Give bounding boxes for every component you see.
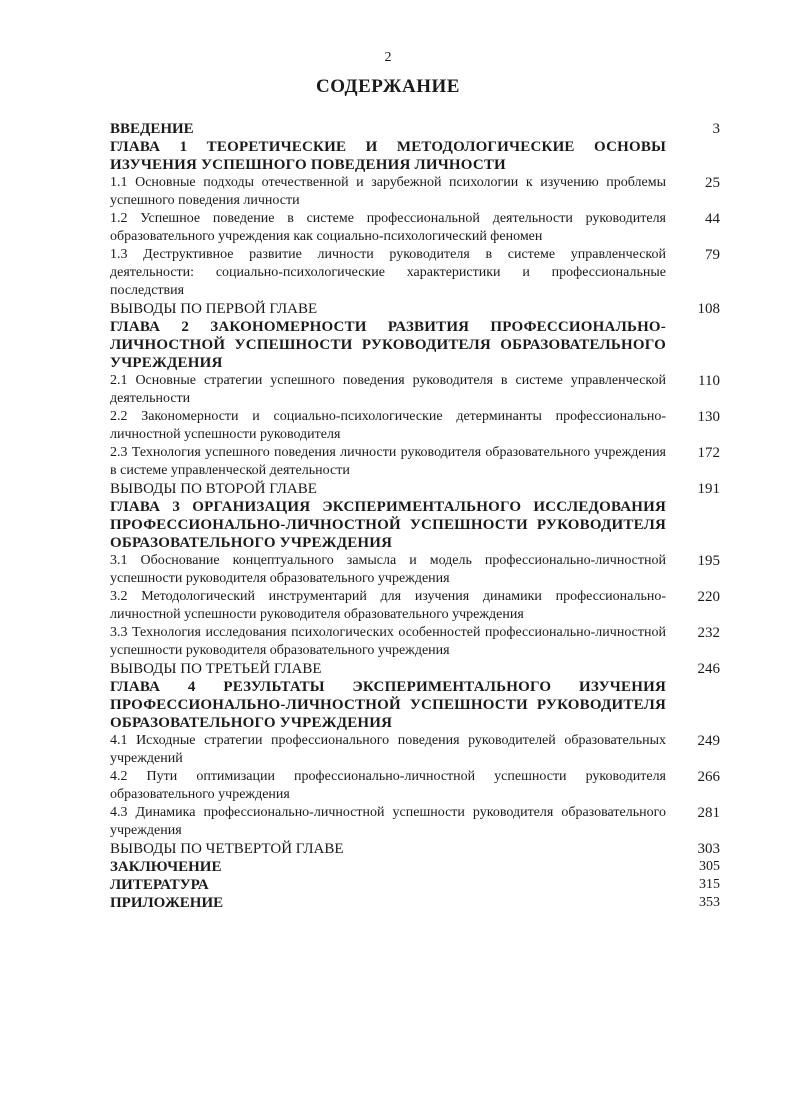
toc-entry-page: 172 [697, 445, 720, 461]
toc-entry-title: ВВЕДЕНИЕ [110, 121, 194, 137]
toc-entry-chapter [110, 138, 720, 174]
toc-entry-page: 305 [699, 859, 720, 874]
toc-entry-section [110, 588, 720, 624]
toc-entry-page: 110 [698, 373, 720, 389]
toc-entry-title: 3.2 Методологический инструментарий для изучения динамики профессионально-личностной успешности руководителя образовательного учреждения [110, 589, 666, 622]
toc-entry-end [110, 894, 720, 912]
toc-entry-page: 220 [697, 589, 720, 605]
toc-entry-section [110, 768, 720, 804]
page-title: СОДЕРЖАНИЕ [316, 76, 460, 97]
toc-entry-title: 1.3 Деструктивное развитие личности руководителя в системе управленческой деятельности: социально-психологические характеристики и профессиональные последствия [110, 247, 666, 298]
toc-entry-section [110, 624, 720, 660]
toc-entry-section [110, 804, 720, 840]
toc-entry-conclusion [110, 840, 720, 858]
toc-entry-title: ВЫВОДЫ ПО ПЕРВОЙ ГЛАВЕ [110, 301, 318, 317]
toc-entry-page: 195 [697, 553, 720, 569]
toc-entry-section [110, 552, 720, 588]
toc-entry-title: ЛИТЕРАТУРА [110, 877, 209, 893]
toc-entry-page: 353 [699, 895, 720, 910]
toc-entry-section [110, 408, 720, 444]
toc-entry-title: 2.1 Основные стратегии успешного поведения руководителя в системе управленческой деятельности [110, 373, 666, 406]
toc-entry-page: 303 [697, 841, 720, 857]
toc-entry-title: ГЛАВА 3 ОРГАНИЗАЦИЯ ЭКСПЕРИМЕНТАЛЬНОГО ИССЛЕДОВАНИЯ ПРОФЕССИОНАЛЬНО-ЛИЧНОСТНОЙ УСПЕШНОСТИ РУКОВОДИТЕЛЯ ОБРАЗОВАТЕЛЬНОГО УЧРЕЖДЕНИЯ [110, 499, 666, 551]
toc-entry-title: ГЛАВА 2 ЗАКОНОМЕРНОСТИ РАЗВИТИЯ ПРОФЕССИОНАЛЬНО-ЛИЧНОСТНОЙ УСПЕШНОСТИ РУКОВОДИТЕЛЯ ОБРАЗОВАТЕЛЬНОГО УЧРЕЖДЕНИЯ [110, 319, 666, 371]
toc-entry-page: 246 [697, 661, 720, 677]
toc-entry-end [110, 858, 720, 876]
toc-entry-section [110, 444, 720, 480]
toc-entry-page: 108 [697, 301, 720, 317]
toc-entry-chapter [110, 318, 720, 372]
toc-entry-title: ЗАКЛЮЧЕНИЕ [110, 859, 222, 875]
toc-entry-title: ГЛАВА 4 РЕЗУЛЬТАТЫ ЭКСПЕРИМЕНТАЛЬНОГО ИЗУЧЕНИЯ ПРОФЕССИОНАЛЬНО-ЛИЧНОСТНОЙ УСПЕШНОСТИ РУКОВОДИТЕЛЯ ОБРАЗОВАТЕЛЬНОГО УЧРЕЖДЕНИЯ [110, 679, 666, 731]
toc-entry-title: ВЫВОДЫ ПО ЧЕТВЕРТОЙ ГЛАВЕ [110, 841, 344, 857]
toc-entry-page: 266 [697, 769, 720, 785]
toc-entry-title: ВЫВОДЫ ПО ВТОРОЙ ГЛАВЕ [110, 481, 317, 497]
toc-entry-section [110, 246, 720, 300]
toc-entry-page: 281 [697, 805, 720, 821]
toc-entry-title: 2.3 Технология успешного поведения личности руководителя образовательного учреждения в системе управленческой деятельности [110, 445, 666, 478]
toc-entry-title: 4.1 Исходные стратегии профессионального поведения руководителей образовательных учреждений [110, 733, 666, 766]
toc-entry-page: 130 [697, 409, 720, 425]
toc-entry-title: ГЛАВА 1 ТЕОРЕТИЧЕСКИЕ И МЕТОДОЛОГИЧЕСКИЕ ОСНОВЫ ИЗУЧЕНИЯ УСПЕШНОГО ПОВЕДЕНИЯ ЛИЧНОСТИ [110, 139, 666, 173]
toc-entry-conclusion [110, 480, 720, 498]
toc-entry-title: 4.3 Динамика профессионально-личностной успешности руководителя образовательного учреждения [110, 805, 666, 838]
toc-entry-page: 232 [697, 625, 720, 641]
toc-entry-end [110, 876, 720, 894]
page-number: 2 [384, 50, 392, 65]
toc-entry-chapter [110, 678, 720, 732]
toc-entry-conclusion [110, 660, 720, 678]
toc-entry-title: ПРИЛОЖЕНИЕ [110, 895, 224, 911]
toc-entry-intro [110, 120, 720, 138]
toc-entry-section [110, 210, 720, 246]
toc-entry-page: 315 [699, 877, 720, 892]
toc-entry-title: 1.2 Успешное поведение в системе профессиональной деятельности руководителя образовательного учреждения как социально-психологический феномен [110, 211, 666, 244]
toc-entry-title: 1.1 Основные подходы отечественной и зарубежной психологии к изучению проблемы успешного поведения личности [110, 175, 666, 208]
toc-entry-title: ВЫВОДЫ ПО ТРЕТЬЕЙ ГЛАВЕ [110, 661, 322, 677]
toc-entry-section [110, 732, 720, 768]
toc-entry-title: 4.2 Пути оптимизации профессионально-личностной успешности руководителя образовательного учреждения [110, 769, 666, 802]
toc-entry-title: 3.1 Обоснование концептуального замысла и модель профессионально-личностной успешности руководителя образовательного учреждения [110, 553, 666, 586]
toc-entry-title: 2.2 Закономерности и социально-психологические детерминанты профессионально-личностной успешности руководителя [110, 409, 666, 442]
toc-entry-page: 191 [697, 481, 720, 497]
table-of-contents [110, 120, 720, 912]
toc-entry-conclusion [110, 300, 720, 318]
toc-entry-page: 79 [705, 247, 720, 263]
toc-entry-page: 249 [697, 733, 720, 749]
toc-entry-section [110, 372, 720, 408]
toc-entry-section [110, 174, 720, 210]
toc-entry-page: 44 [705, 211, 720, 227]
toc-entry-chapter [110, 498, 720, 552]
toc-entry-page: 25 [705, 175, 720, 191]
toc-entry-page: 3 [712, 121, 720, 137]
toc-entry-title: 3.3 Технология исследования психологических особенностей профессионально-личностной успешности руководителя образовательного учреждения [110, 625, 666, 658]
